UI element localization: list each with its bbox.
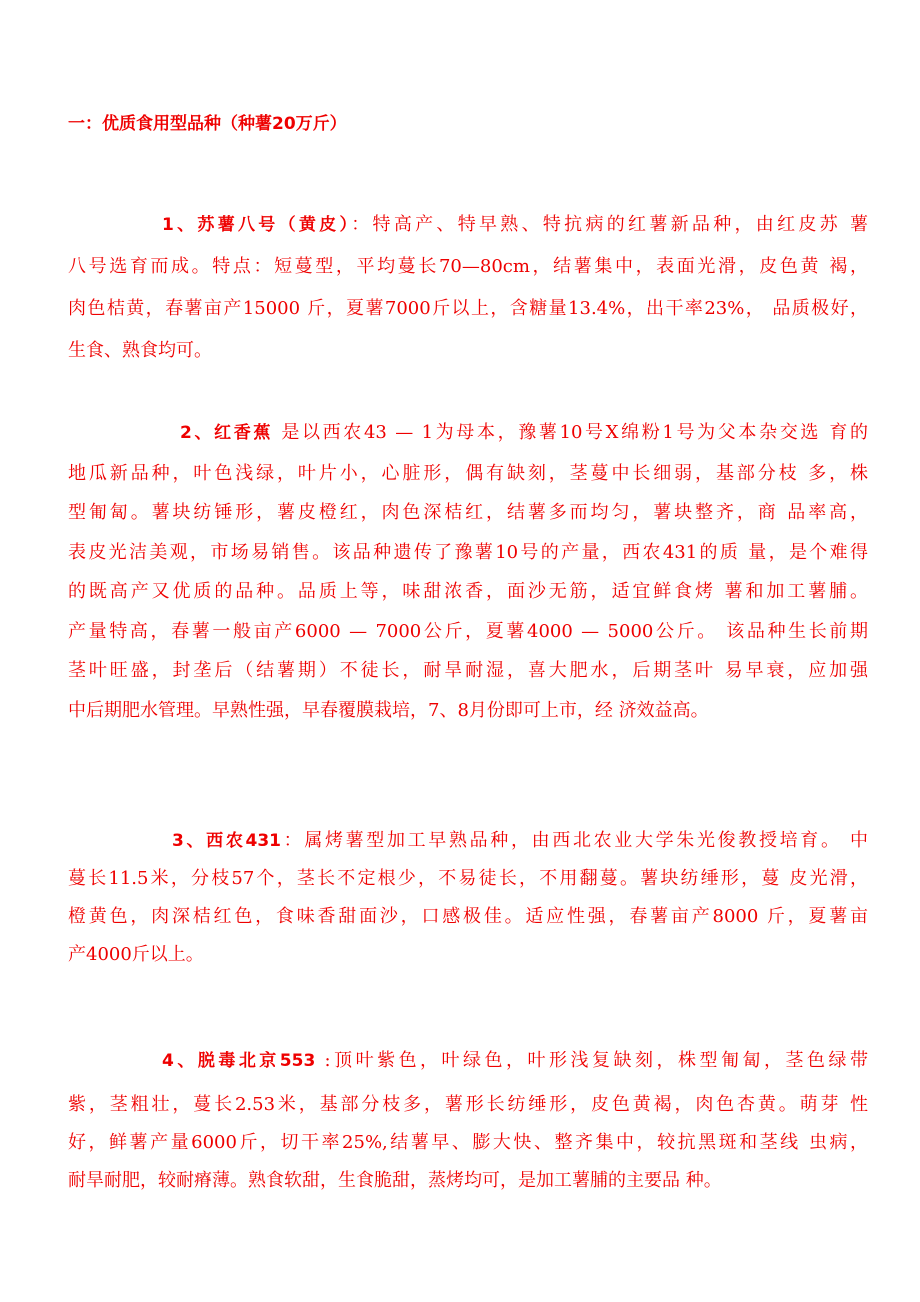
variety-paragraph-su-shu-8	[68, 204, 868, 372]
paragraph-line: 肉色桔黄，春薯亩产15000 斤，夏薯7000斤以上，含糖量13.4%，出干率23%， 品质极好，	[68, 298, 868, 319]
section-heading: 一：优质食用型品种（种薯20万斤）	[68, 114, 347, 134]
line-text: :顶叶紫色，叶绿色，叶形浅复缺刻，株型匍匐，茎色绿带	[315, 1050, 868, 1071]
paragraph-line: 蔓长11.5米，分枝57个，茎长不定根少，不易徒长，不用翻蔓。薯块纺缍形，蔓 皮光滑，	[68, 868, 868, 889]
line-text: ：属烤薯型加工早熟品种，由西北农业大学朱光俊教授培育。 中	[280, 830, 868, 851]
paragraph-line: 生食、熟食均可。	[68, 340, 212, 361]
paragraph-line: 的既高产又优质的品种。品质上等，味甜浓香，面沙无筋，适宜鲜食烤 薯和加工薯脯。	[68, 581, 868, 602]
paragraph-line: 橙黄色，肉深桔红色，食味香甜面沙，口感极佳。适应性强，春薯亩产8000 斤，夏薯亩	[68, 906, 868, 927]
paragraph-line: 茎叶旺盛，封垄后（结薯期）不徒长，耐旱耐湿，喜大肥水，后期茎叶 易早衰，应加强	[68, 660, 868, 681]
paragraph-line	[68, 1043, 868, 1085]
variety-title: 3、西农431	[172, 831, 281, 851]
paragraph-line	[68, 413, 868, 454]
variety-title: 2、红香蕉	[180, 423, 274, 443]
paragraph-line: 耐旱耐肥，较耐瘠薄。熟食软甜，生食脆甜，蒸烤均可，是加工薯脯的主要品 种。	[68, 1170, 722, 1191]
paragraph-line: 好，鲜薯产量6000斤，切干率25%,结薯早、膨大快、整齐集中，较抗黑斑和茎线 虫病，	[68, 1132, 868, 1153]
paragraph-line	[68, 204, 868, 246]
variety-title: 4、脱毒北京553	[162, 1051, 316, 1071]
paragraph-line: 地瓜新品种，叶色浅绿，叶片小，心脏形，偶有缺刻，茎蔓中长细弱，基部分枝 多，株	[68, 462, 868, 484]
paragraph-line: 紫，茎粗壮，蔓长2.53米，基部分枝多，薯形长纺缍形，皮色黄褐，肉色杏黄。萌芽 性	[68, 1094, 868, 1115]
variety-title: 1、苏薯八号（黄皮）	[162, 215, 352, 235]
line-text: 是以西农43 — 1为母本，豫薯10号X绵粉1号为父本杂交选 育的	[273, 422, 868, 443]
variety-paragraph-xi-nong-431	[68, 822, 868, 974]
paragraph-line	[68, 822, 868, 860]
variety-paragraph-hong-xiang-jiao	[68, 413, 868, 730]
paragraph-line: 表皮光洁美观，市场易销售。该品种遗传了豫薯10号的产量，西农431的质 量，是个难得	[68, 541, 868, 563]
paragraph-line: 型匍匐。薯块纺锤形，薯皮橙红，肉色深桔红，结薯多而均匀，薯块整齐，商 品率高，	[68, 502, 868, 523]
variety-paragraph-beijing-553	[68, 1043, 868, 1199]
paragraph-line: 中后期肥水管理。早熟性强，早春覆膜栽培，7、8月份即可上市，经 济效益高。	[68, 699, 709, 721]
line-text: ：特高产、特早熟、特抗病的红薯新品种，由红皮苏 薯	[351, 214, 868, 235]
paragraph-line: 产量特高，春薯一般亩产6000 — 7000公斤，夏薯4000 — 5000公斤。 该品种生长前期	[68, 620, 868, 642]
paragraph-line: 八号选育而成。特点：短蔓型，平均蔓长70—80cm，结薯集中，表面光滑，皮色黄 褐，	[68, 256, 868, 277]
paragraph-line: 产4000斤以上。	[68, 944, 204, 965]
